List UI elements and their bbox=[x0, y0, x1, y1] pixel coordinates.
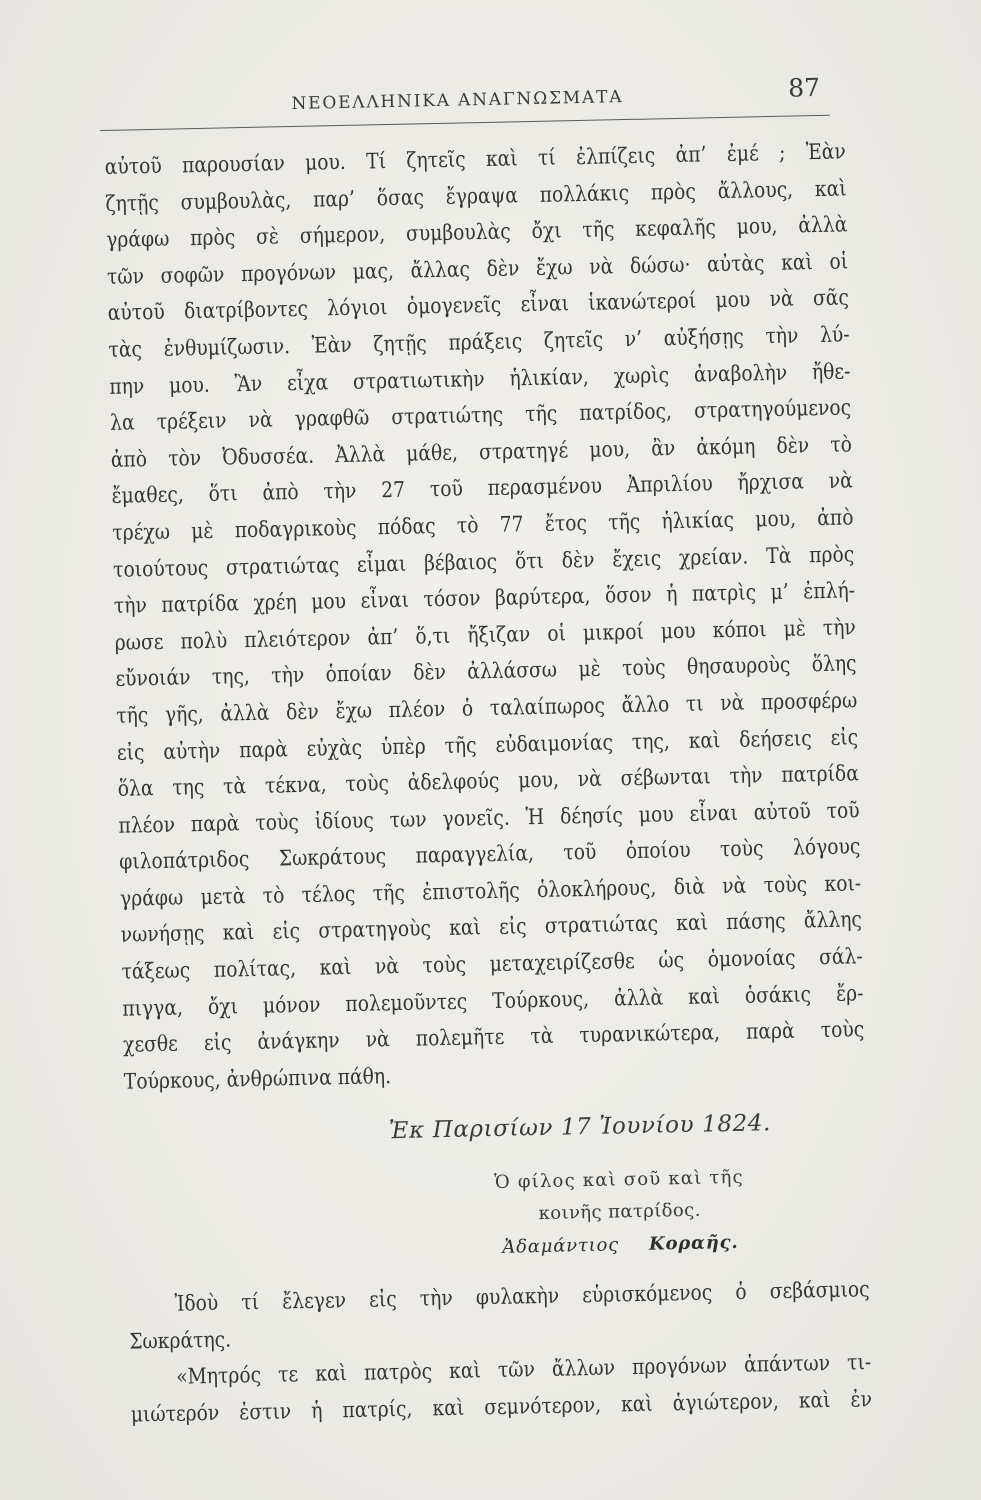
text-line: γράφω πρὸς σὲ σήμερον, συμβουλὰς ὄχι τῆς κεφαλῆς μου, ἀλλὰ bbox=[105, 212, 848, 254]
text-line: φιλοπάτριδος Σωκράτους παραγγελία, τοῦ ὁποίου τοὺς λόγους bbox=[119, 834, 861, 876]
text-line: «Μητρός τε καὶ πατρὸς καὶ τῶν ἄλλων προγόνων ἁπάντων τι- bbox=[175, 1350, 872, 1390]
text-line: πιγγα, ὄχι μόνον πολεμοῦντες Τούρκους, ἀλλὰ καὶ ὁσάκις ἔρ- bbox=[122, 980, 864, 1022]
text-line: εὔνοιάν της, τὴν ὁποίαν δὲν ἀλλάσσω μὲ τοὺς θησαυροὺς ὅλης bbox=[115, 651, 857, 693]
page-number: 87 bbox=[787, 72, 821, 103]
text-line: τῶν σοφῶν προγόνων μας, ἄλλας δὲν ἔχω νὰ δώσω· αὐτὰς καὶ οἱ bbox=[106, 249, 849, 290]
header-rule bbox=[100, 115, 830, 131]
text-line: πην μου. Ἂν εἶχα στρατιωτικὴν ἡλικίαν, χωρὶς ἀναβολὴν ἤθε- bbox=[109, 358, 851, 400]
signature-surname: Κοραῆς. bbox=[648, 1231, 739, 1255]
text-line: λα τρέξειν νὰ γραφθῶ στρατιώτης τῆς πατρίδος, στρατηγούμενος bbox=[109, 395, 852, 437]
text-line: ρωσε πολὺ πλειότερον ἀπ’ ὅ,τι ἤξιζαν οἱ μικροί μου κόποι μὲ τὴν bbox=[114, 615, 857, 656]
text-line: μιώτερόν ἐστιν ἡ πατρίς, καὶ σεμνότερον, καὶ ἁγιώτερον, καὶ ἐν bbox=[130, 1386, 873, 1428]
text-line: νωνήσῃς καὶ εἰς στρατηγοὺς καὶ εἰς στρατιώτας καὶ πάσης ἄλλης bbox=[120, 907, 863, 949]
dateline: Ἐκ Παρισίων 17 Ἰουνίου 1824. bbox=[388, 1110, 772, 1145]
text-line: ὅλα της τὰ τέκνα, τοὺς ἀδελφούς μου, νὰ σέβωνται τὴν πατρίδα bbox=[117, 761, 860, 802]
text-line: τὴν πατρίδα χρέη μου εἶναι τόσον βαρύτερα, ὅσον ἡ πατρὶς μ’ ἐπλή- bbox=[113, 578, 856, 619]
signature-given-name: Ἀδαμάντιος bbox=[502, 1234, 620, 1258]
text-line: ζητῇς συμβουλὰς, παρ’ ὅσας ἔγραψα πολλάκις πρὸς ἄλλους, καὶ bbox=[105, 176, 847, 217]
text-line: τὰς ἐνθυμίζωσιν. Ἐὰν ζητῇς πράξεις ζητεῖς ν’ αὐξήσῃς τὴν λύ- bbox=[108, 322, 850, 363]
running-title: ΝΕΟΕΛΛΗΝΙΚΑ ΑΝΑΓΝΩΣΜΑΤΑ bbox=[291, 87, 624, 115]
text-line: ἀπὸ τὸν Ὀδυσσέα. Ἀλλὰ μάθε, στρατηγέ μου, ἂν ἀκόμη δὲν τὸ bbox=[110, 432, 853, 473]
letter-body bbox=[104, 134, 866, 1101]
text-line: γράφω μετὰ τὸ τέλος τῆς ἐπιστολῆς ὁλοκλήρους, διὰ νὰ τοὺς κοι- bbox=[119, 871, 862, 912]
text-line: χεσθε εἰς ἀνάγκην νὰ πολεμῆτε τὰ τυρανικώτερα, παρὰ τοὺς bbox=[122, 1017, 865, 1058]
text-line: εἰς αὐτὴν παρὰ εὐχὰς ὑπὲρ τῆς εὐδαιμονίας της, καὶ δεήσεις εἰς bbox=[116, 724, 859, 766]
text-line: τάξεως πολίτας, καὶ νὰ τοὺς μεταχειρίζεσθε ὡς ὁμονοίας σάλ- bbox=[121, 944, 863, 985]
page-header bbox=[0, 0, 965, 115]
text-line: τοιούτους στρατιώτας εἶμαι βέβαιος ὅτι δὲν ἔχεις χρείαν. Τὰ πρὸς bbox=[112, 541, 855, 583]
text-line: Σωκράτης. bbox=[129, 1327, 232, 1355]
text-line: Τούρκους, ἀνθρώπινα πάθη. bbox=[123, 1063, 392, 1095]
text-line: αὐτοῦ διατρίβοντες λόγιοι ὁμογενεῖς εἶναι ἱκανώτεροί μου νὰ σᾶς bbox=[107, 285, 850, 327]
text-line: αὐτοῦ παρουσίαν μου. Τί ζητεῖς καὶ τί ἐλπίζεις ἀπ’ ἐμέ ; Ἐὰν bbox=[104, 139, 847, 180]
text-line: Ἰδοὺ τί ἔλεγεν εἰς τὴν φυλακὴν εὑρισκόμενος ὁ σεβάσμιος bbox=[174, 1277, 870, 1317]
text-line: τρέχω μὲ ποδαγρικοὺς πόδας τὸ 77 ἔτος τῆς ἡλικίας μου, ἀπὸ bbox=[112, 505, 854, 546]
text-line: πλέον παρὰ τοὺς ἰδίους των γονεῖς. Ἡ δέησίς μου εἶναι αὐτοῦ τοῦ bbox=[118, 797, 860, 839]
signoff-line: Ὁ φίλος καὶ σοῦ καὶ τῆς bbox=[494, 1166, 744, 1194]
text-line: ἔμαθες, ὅτι ἀπὸ τὴν 27 τοῦ περασμένου Ἀπριλίου ἤρχισα νὰ bbox=[111, 468, 853, 510]
text-line: τῆς γῆς, ἀλλὰ δὲν ἔχω πλέον ὁ ταλαίπωρος ἄλλο τι νὰ προσφέρω bbox=[115, 688, 858, 729]
signoff-line: κοινῆς πατρίδος. bbox=[538, 1199, 701, 1225]
continuation-text bbox=[128, 1272, 873, 1434]
